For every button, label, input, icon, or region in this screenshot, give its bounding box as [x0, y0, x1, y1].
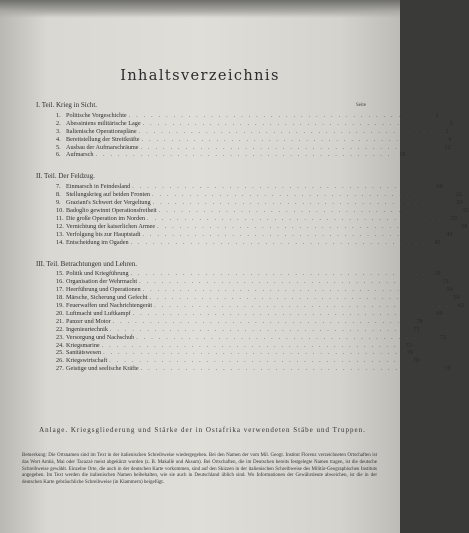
entry-label: Badoglio gewinnt Operationsfreiheit: [66, 206, 157, 214]
entry-label: Entscheidung im Ogaden: [66, 238, 129, 246]
entry-label: Die große Operation im Norden: [66, 214, 146, 222]
entry-number: 25.: [56, 349, 64, 357]
entry-page: 78: [413, 357, 420, 365]
toc-entry: [36, 135, 452, 144]
entry-label: Kriegsmarine: [66, 341, 100, 349]
entry-label: Verfolgung bis zur Hauptstadt: [66, 230, 141, 238]
entry-page: 71: [413, 325, 420, 333]
entry-number: 23.: [56, 333, 64, 341]
entry-label: Einmarsch in Feindesland: [66, 183, 131, 191]
toc-entry: [36, 222, 468, 231]
entry-number: 19.: [56, 302, 64, 310]
entry-page: 66: [436, 309, 443, 317]
part-heading-label: III. Teil. Betrachtungen und Lehren.: [36, 259, 138, 268]
leader-dots: . . . . . . . . . . . . . . . . . . . . . . . . . . . . . . . . . . . . . . . .: [140, 365, 437, 373]
table-of-contents: [36, 96, 469, 373]
entry-number: 24.: [56, 341, 64, 349]
entry-number: 13.: [56, 230, 64, 238]
entry-label: Märsche, Sicherung und Gefecht: [66, 294, 148, 302]
leader-dots: . . . . . . . . . . . . . . . . . . . . . . . . . . . . . . . . . . . . . . . .: [152, 199, 449, 207]
entry-number: 27.: [56, 365, 64, 373]
toc-entry: [36, 206, 469, 215]
entry-label: Feuerwaffen und Nachrichtengerät: [66, 302, 153, 310]
leader-dots: . . . . . . . . . . . . . . . . . . . . . . . . . . . . . . . . . . . . . . . .: [130, 238, 427, 246]
toc-entry: [36, 183, 443, 191]
leader-dots: . . . . . . . . . . . . . . . . . . . . . . . . . . . . . . . . . . . . . . . .: [103, 349, 400, 357]
part-heading: [36, 102, 366, 110]
entry-number: 12.: [56, 222, 64, 230]
entry-label: Geistige und seelische Kräfte: [66, 365, 139, 373]
part-heading: [36, 173, 366, 181]
toc-entry: [36, 349, 414, 357]
entry-label: Heerführung und Operationen: [66, 286, 141, 294]
entry-number: 18.: [56, 294, 64, 302]
leader-dots: . . . . . . . . . . . . . . . . . . . . . . . . . . . . . . . . . . . . . . . .: [139, 278, 436, 286]
entry-label: Aufmarsch: [66, 151, 94, 159]
leader-dots: . . . . . . . . . . . . . . . . . . . . . . . . . . . . . . . . . . . . . . . .: [109, 357, 406, 365]
entry-page: 35: [450, 214, 458, 222]
leader-dots: . . . . . . . . . . . . . . . . . . . . . . . . . . . . . . . . . . . . . . . .: [149, 294, 446, 302]
entry-page: 29: [456, 199, 463, 207]
toc-entry: [36, 294, 460, 302]
toc-entry: [36, 325, 420, 334]
toc-entry: [36, 111, 439, 120]
entry-number: 5.: [56, 143, 61, 151]
toc-entry: [36, 230, 453, 239]
entry-page: 76: [406, 349, 414, 357]
leader-dots: . . . . . . . . . . . . . . . . . . . . . . . . . . . . . . . . . . . . . . . .: [112, 317, 409, 325]
entry-page: 51: [442, 278, 450, 286]
entry-label: Abessiniens militärische Lage: [66, 119, 141, 127]
entry-number: 21.: [56, 317, 64, 325]
leader-dots: . . . . . . . . . . . . . . . . . . . . . . . . . . . . . . . . . . . . . . . .: [101, 341, 398, 349]
leader-dots: . . . . . . . . . . . . . . . . . . . . . . . . . . . . . . . . . . . . . . . .: [130, 270, 427, 278]
leader-dots: . . . . . . . . . . . . . . . . . . . . . . . . . . . . . . . . . . . . . . . .: [142, 119, 439, 127]
entry-page: 32: [462, 206, 469, 214]
entry-number: 6.: [56, 151, 61, 159]
leader-dots: . . . . . . . . . . . . . . . . . . . . . . . . . . . . . . . . . . . . . . . .: [154, 302, 451, 310]
entry-number: 11.: [56, 214, 64, 222]
toc-entry: [36, 151, 406, 159]
entry-number: 9.: [56, 199, 61, 207]
entry-page: 38: [461, 222, 468, 230]
entry-number: 7.: [56, 183, 61, 191]
entry-page: 5: [445, 127, 449, 135]
entry-label: Sanitätswesen: [66, 349, 102, 357]
entry-page: 50: [434, 270, 441, 278]
leader-dots: . . . . . . . . . . . . . . . . . . . . . . . . . . . . . . . . . . . . . . . .: [132, 183, 429, 191]
entry-page: 72: [440, 333, 447, 341]
entry-number: 3.: [56, 127, 61, 135]
entry-label: Organisation der Wehrmacht: [66, 278, 138, 286]
page-title: Inhaltsverzeichnis: [120, 68, 280, 84]
toc-entry: [36, 191, 463, 199]
leader-dots: . . . . . . . . . . . . . . . . . . . . . . . . . . . . . . . . . . . . . . . .: [142, 230, 439, 238]
toc-entry: [36, 278, 450, 286]
entry-label: Graziani's Schwert der Vergeltung: [66, 199, 151, 207]
entry-label: Politische Vorgeschichte: [66, 111, 127, 119]
entry-number: 10.: [56, 206, 64, 214]
entry-page: 54: [446, 286, 453, 294]
entry-page: 79: [444, 365, 451, 373]
entry-page: 1: [435, 111, 439, 119]
entry-label: Bereitstellung der Streitkräfte: [66, 135, 140, 143]
part-heading: [36, 261, 366, 269]
leader-dots: . . . . . . . . . . . . . . . . . . . . . . . . . . . . . . . . . . . . . . . .: [109, 325, 406, 333]
entry-page: 16: [399, 151, 406, 159]
leader-dots: . . . . . . . . . . . . . . . . . . . . . . . . . . . . . . . . . . . . . . . .: [157, 222, 454, 230]
entry-number: 4.: [56, 135, 61, 143]
toc-entry: [36, 127, 449, 136]
entry-number: 8.: [56, 191, 61, 199]
entry-page: 70: [416, 317, 423, 325]
entry-page: 22: [455, 191, 463, 199]
toc-entry: [36, 317, 423, 326]
entry-label: Stellungskrieg auf beiden Fronten: [66, 191, 151, 199]
leader-dots: . . . . . . . . . . . . . . . . . . . . . . . . . . . . . . . . . . . . . . . .: [136, 333, 433, 341]
entry-page: 40: [446, 230, 453, 238]
entry-label: Versorgung und Nachschub: [66, 333, 135, 341]
remark-paragraph: Bemerkung: Die Ortsnamen sind im Text in der italienischen Schreibweise wiedergegeben. Bei den Namen der vom Mil. Geogr. Institut Florenz verzeichneten Ortschaften ist das Wort Ambà, Mai oder Tacazzè meist abgekürzt worden (z. B. Makallè und Aksum). Bei Ortschaften, die im Deutschen bereits festgelegte Namen tragen, ist die deutsche Schreibweise gewählt. Einzelne Orte, die auch in der deutschen Karte vorkommen, sind auf den Skizzen in der italienischen Schreibweise des Militär-Geographischen Instituts angegeben. Im Text werden die italienischen Namen beibehalten, wie sie auch in Deutschland üblich sind. Wo Informationen der Gewährsleute abweichen, ist die in der deutschen Karte gebräuchliche Schreibweise (in Klammern) beigefügt.: [22, 453, 377, 486]
entry-number: 15.: [56, 270, 64, 278]
toc-entry: [36, 238, 441, 247]
leader-dots: . . . . . . . . . . . . . . . . . . . . . . . . . . . . . . . . . . . . . . . .: [141, 135, 438, 143]
entry-number: 17.: [56, 286, 64, 294]
entry-number: 20.: [56, 309, 64, 317]
entry-number: 26.: [56, 357, 64, 365]
entry-page: 12: [444, 143, 451, 151]
leader-dots: . . . . . . . . . . . . . . . . . . . . . . . . . . . . . . . . . . . . . . . .: [158, 206, 455, 214]
entry-label: Panzer und Motor: [66, 317, 111, 325]
leader-dots: . . . . . . . . . . . . . . . . . . . . . . . . . . . . . . . . . . . . . . . .: [142, 286, 439, 294]
entry-label: Italienische Operationspläne: [66, 127, 137, 135]
toc-entry: [36, 199, 463, 207]
toc-entry: [36, 333, 447, 342]
entry-page: 62: [457, 302, 465, 310]
leader-dots: . . . . . . . . . . . . . . . . . . . . . . . . . . . . . . . . . . . . . . . .: [147, 214, 444, 222]
entry-number: 2.: [56, 119, 61, 127]
leader-dots: . . . . . . . . . . . . . . . . . . . . . . . . . . . . . . . . . . . . . . . .: [140, 143, 437, 151]
page-column-heading: Seite: [356, 103, 366, 108]
toc-entry: [36, 309, 443, 318]
leader-dots: . . . . . . . . . . . . . . . . . . . . . . . . . . . . . . . . . . . . . . . .: [132, 309, 429, 317]
entry-number: 1.: [56, 111, 61, 119]
leader-dots: . . . . . . . . . . . . . . . . . . . . . . . . . . . . . . . . . . . . . . . .: [152, 191, 449, 199]
entry-page: 3: [449, 119, 453, 127]
toc-entry: [36, 119, 453, 128]
leader-dots: . . . . . . . . . . . . . . . . . . . . . . . . . . . . . . . . . . . . . . . .: [138, 127, 435, 135]
toc-entry: [36, 214, 458, 223]
leader-dots: . . . . . . . . . . . . . . . . . . . . . . . . . . . . . . . . . . . . . . . .: [95, 151, 392, 159]
entry-number: 22.: [56, 325, 64, 333]
entry-page: 18: [436, 183, 443, 191]
entry-page: 6: [448, 135, 452, 143]
entry-number: 14.: [56, 238, 64, 246]
entry-page: 45: [434, 238, 441, 246]
toc-entry: [36, 365, 451, 373]
entry-label: Vernichtung der kaiserlichen Armee: [66, 222, 156, 230]
entry-label: Luftmacht und Luftkampf: [66, 309, 131, 317]
leader-dots: . . . . . . . . . . . . . . . . . . . . . . . . . . . . . . . . . . . . . . . .: [128, 111, 425, 119]
entry-label: Ingenieurtechnik: [66, 325, 108, 333]
toc-entry: [36, 270, 441, 278]
entry-label: Politik und Kriegführung: [66, 270, 129, 278]
entry-page: 59: [453, 294, 460, 302]
appendix-note: Anlage. Kriegsgliederung und Stärke der in Ostafrika verwendeten Stäbe und Truppen.: [39, 426, 366, 434]
toc-entry: [36, 357, 420, 365]
part-heading-label: II. Teil. Der Feldzug.: [36, 172, 95, 181]
part-heading-label: I. Teil. Krieg in Sicht.: [36, 101, 98, 109]
entry-number: 16.: [56, 278, 64, 286]
toc-entry: [36, 143, 451, 152]
page-shadow: [0, 0, 400, 18]
toc-entry: [36, 341, 412, 350]
entry-label: Ausbau der Aufmarschräume: [66, 143, 139, 151]
entry-page: 75: [405, 341, 412, 349]
entry-label: Kriegswirtschaft: [66, 357, 108, 365]
toc-entry: [36, 302, 465, 310]
toc-entry: [36, 286, 453, 294]
